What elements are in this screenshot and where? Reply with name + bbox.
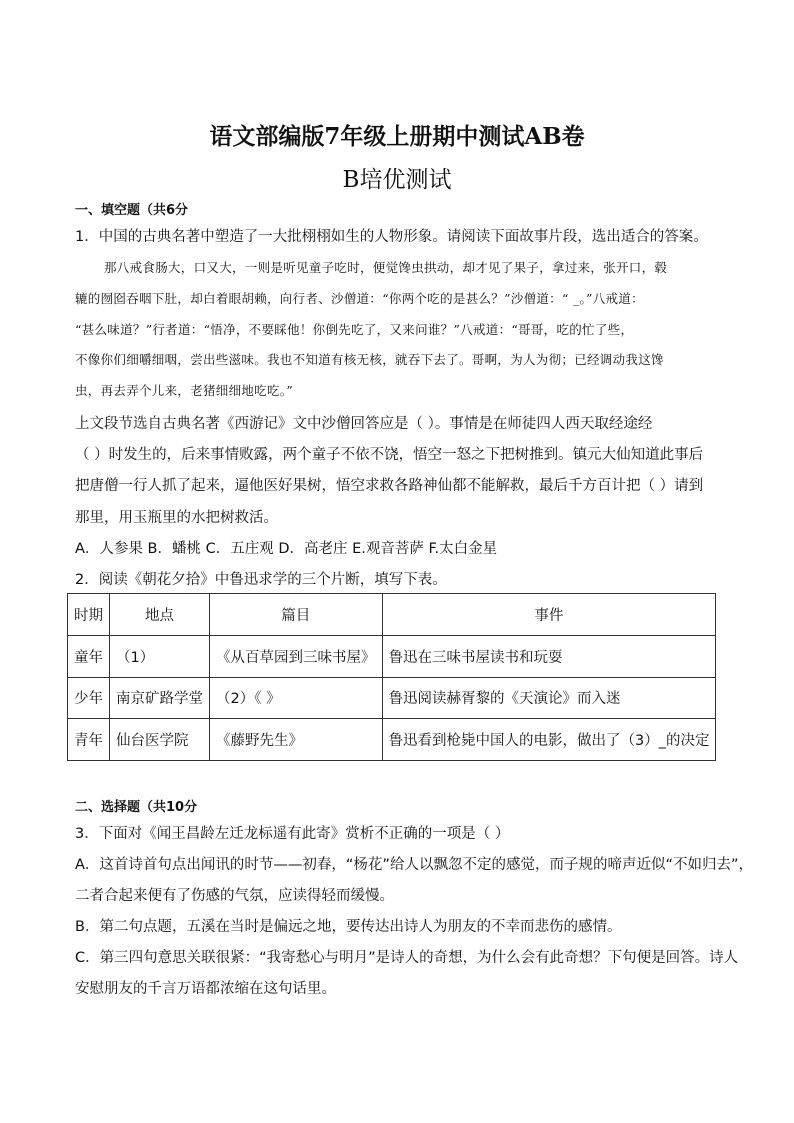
table-cell: 《从百草园到三味书屋》 bbox=[210, 635, 383, 677]
table-header-row bbox=[68, 594, 716, 636]
table-cell: 童年 bbox=[68, 635, 110, 677]
table-cell: 《藤野先生》 bbox=[210, 719, 383, 761]
q3-option-c-cont: 安慰朋友的千言万语都浓缩在这句话里。 bbox=[75, 981, 336, 997]
table-cell: 鲁迅看到枪毙中国人的电影，做出了（3）_的决定 bbox=[382, 719, 716, 761]
q3-option-c: C．第三四句意思关联很紧：“我寄愁心与明月”是诗人的奇想，为什么会有此奇想？下句便是回答。诗人 bbox=[75, 950, 739, 966]
q2-table bbox=[67, 593, 716, 761]
page-subtitle: B培优测试 bbox=[342, 167, 452, 193]
table-row bbox=[68, 719, 716, 761]
table-row bbox=[68, 677, 716, 719]
table-cell: 南京矿路学堂 bbox=[110, 677, 210, 719]
table-cell: 鲁迅在三味书屋读书和玩耍 bbox=[382, 635, 716, 677]
table-row bbox=[68, 635, 716, 677]
q1-question-line: （ ）时发生的，后来事情败露，两个童子不依不饶，悟空一怒之下把树推到。镇元大仙知道此事后 bbox=[75, 447, 704, 463]
q3-option-b: B．第二句点题，五溪在当时是偏远之地，要传达出诗人为朋友的不幸而悲伤的感情。 bbox=[75, 919, 622, 935]
section-2-heading: 二、选择题（共10分 bbox=[75, 800, 198, 815]
section-1-heading: 一、填空题（共6分 bbox=[75, 203, 189, 218]
q3-option-a-cont: 二者合起来便有了伤感的气氛，应读得轻而缓慢。 bbox=[75, 888, 394, 904]
q1-question-line: 那里，用玉瓶里的水把树救活。 bbox=[75, 510, 278, 526]
table-header-cell: 事件 bbox=[382, 594, 716, 636]
q1-passage-line: 辘的囫囵吞咽下肚，却白着眼胡赖，向行者、沙僧道：“你两个吃的是甚么？”沙僧道：“ _。”八戒道： bbox=[75, 291, 644, 306]
q1-passage-line: “甚么味道？”行者道：“悟净，不要睬他！你倒先吃了，又来问谁？”八戒道：“哥哥，吃的忙了些， bbox=[75, 322, 634, 337]
table-header-cell: 篇目 bbox=[210, 594, 383, 636]
q1-options: A．人参果 B．蟠桃 C．五庄观 D．高老庄 E.观音菩萨 F.太白金星 bbox=[75, 541, 498, 557]
table-cell: （1） bbox=[110, 635, 210, 677]
table-cell: 鲁迅阅读赫胥黎的《天演论》而入迷 bbox=[382, 677, 716, 719]
q1-question-line: 把唐僧一行人抓了起来，逼他医好果树，悟空求救各路神仙都不能解救，最后千方百计把（ ）请到 bbox=[75, 478, 704, 494]
page-title: 语文部编版7年级上册期中测试AB卷 bbox=[209, 123, 585, 150]
table-header-cell: 时期 bbox=[68, 594, 110, 636]
table-cell: 青年 bbox=[68, 719, 110, 761]
q1-passage-line: 虫，再去弄个儿来，老猪细细地吃吃。” bbox=[75, 383, 294, 398]
q1-stem: 1．中国的古典名著中塑造了一大批栩栩如生的人物形象。请阅读下面故事片段，选出适合的答案。 bbox=[75, 229, 708, 245]
q1-question-line: 上文段节选自古典名著《西游记》文中沙僧回答应是（ ）。事情是在师徒四人西天取经途经 bbox=[75, 416, 653, 432]
q1-passage-line: 不像你们细嚼细咽，尝出些滋味。我也不知道有核无核，就吞下去了。哥啊，为人为彻；已经调动我这馋 bbox=[75, 352, 664, 367]
q2-stem: 2．阅读《朝花夕拾》中鲁迅求学的三个片断，填写下表。 bbox=[75, 572, 447, 588]
q1-passage-line: 那八戒食肠大，口又大，一则是听见童子吃时，便觉馋虫拱动，却才见了果子，拿过来，张开口，毂 bbox=[104, 260, 668, 275]
q3-stem: 3．下面对《闻王昌龄左迁龙标遥有此寄》赏析不正确的一项是（ ） bbox=[75, 826, 510, 842]
q3-option-a: A．这首诗首句点出闻讯的时节——初春，“杨花”给人以飘忽不定的感觉，而子规的啼声近似“不如归去”， bbox=[75, 857, 753, 873]
table-cell: 少年 bbox=[68, 677, 110, 719]
table-cell: （2）《 》 bbox=[210, 677, 383, 719]
table-cell: 仙台医学院 bbox=[110, 719, 210, 761]
table-header-cell: 地点 bbox=[110, 594, 210, 636]
